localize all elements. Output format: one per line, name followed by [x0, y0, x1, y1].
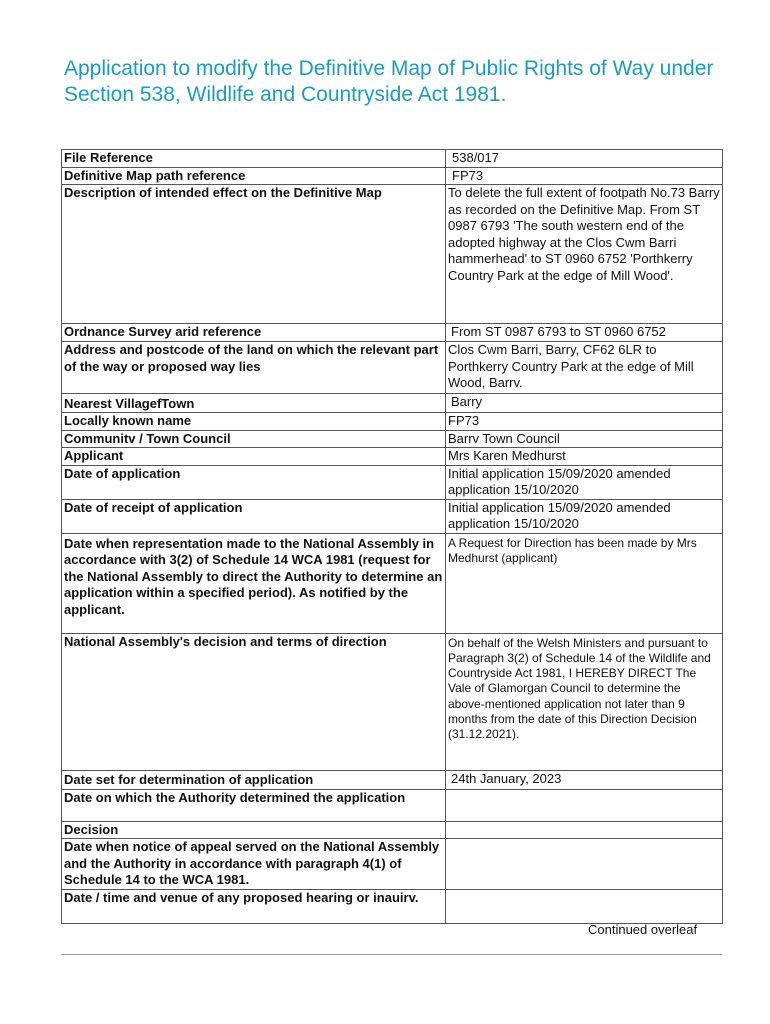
row-label: Address and postcode of the land on which the relevant part of the way or proposed way lies: [62, 342, 446, 394]
row-value: [446, 889, 723, 923]
table-row: [62, 465, 723, 499]
row-value: FP73: [446, 167, 723, 185]
row-label: Date set for determination of application: [62, 770, 446, 789]
table-row: [62, 150, 723, 168]
row-label: Decision: [62, 821, 446, 839]
table-row: [62, 889, 723, 923]
row-value: From ST 0987 6793 to ST 0960 6752: [446, 324, 723, 342]
row-value: On behalf of the Welsh Ministers and pursuant to Paragraph 3(2) of Schedule 14 of the Wildlife and Countryside Act 1981, I HEREBY DIRECT The Vale of Glamorgan Council to determine the above-mentioned application not later than 9 months from the date of this Direction Decision (31.12.2021).: [446, 633, 723, 770]
table-row: [62, 770, 723, 789]
continued-overleaf-note: Continued overleaf: [588, 922, 698, 937]
row-label: Nearest VillagefTown: [62, 394, 446, 413]
row-label: Definitive Map path reference: [62, 167, 446, 185]
row-value: FP73: [446, 413, 723, 431]
row-value: [446, 821, 723, 839]
row-value: 538/017: [446, 150, 723, 168]
table-row: [62, 185, 723, 324]
row-label: Ordnance Survey arid reference: [62, 324, 446, 342]
table-row: [62, 821, 723, 839]
table-row: [62, 499, 723, 533]
row-label: Date when representation made to the National Assembly in accordance with 3(2) of Schedule 14 WCA 1981 (request for the National Assembly to direct the Authority to determine an application within a specified period). As notified by the applicant.: [62, 533, 446, 633]
row-value: Mrs Karen Medhurst: [446, 448, 723, 466]
row-value: Initial application 15/09/2020 amended application 15/10/2020: [446, 499, 723, 533]
row-label: Description of intended effect on the Definitive Map: [62, 185, 446, 324]
application-record-table: [61, 149, 723, 924]
row-label: Date of application: [62, 465, 446, 499]
footer-divider: [61, 954, 722, 955]
row-value: Clos Cwm Barri, Barry, CF62 6LR to Porthkerry Country Park at the edge of Mill Wood, Barrv.: [446, 342, 723, 394]
table-row: [62, 342, 723, 394]
row-label: Date / time and venue of any proposed hearing or inauirv.: [62, 889, 446, 923]
table-row: [62, 633, 723, 770]
row-value: [446, 839, 723, 890]
row-label: Communitv / Town Council: [62, 430, 446, 448]
table-row: [62, 533, 723, 633]
row-label: Applicant: [62, 448, 446, 466]
page-title: Application to modify the Definitive Map of Public Rights of Way under Section 538, Wildlife and Countryside Act 1981.: [64, 57, 714, 106]
table-row: [62, 394, 723, 413]
table-row: [62, 167, 723, 185]
row-label: File Reference: [62, 150, 446, 168]
row-label: Date on which the Authority determined the application: [62, 789, 446, 821]
row-label: National Assembly's decision and terms of direction: [62, 633, 446, 770]
row-value: Barrv Town Council: [446, 430, 723, 448]
row-value: Initial application 15/09/2020 amended application 15/10/2020: [446, 465, 723, 499]
row-label: Locally known name: [62, 413, 446, 431]
row-value: 24th January, 2023: [446, 770, 723, 789]
table-row: [62, 789, 723, 821]
table-row: [62, 413, 723, 431]
table-row: [62, 448, 723, 466]
row-label: Date of receipt of application: [62, 499, 446, 533]
table-row: [62, 324, 723, 342]
table-row: [62, 839, 723, 890]
table-row: [62, 430, 723, 448]
row-value: To delete the full extent of footpath No.73 Barry as recorded on the Definitive Map. From ST 0987 6793 'The south western end of the adopted highway at the Clos Cwm Barri hammerhead' to ST 0960 6752 'Porthkerry Country Park at the edge of Mill Wood'.: [446, 185, 723, 324]
row-label: Date when notice of appeal served on the National Assembly and the Authority in accordance with paragraph 4(1) of Schedule 14 to the WCA 1981.: [62, 839, 446, 890]
row-value: A Request for Direction has been made by Mrs Medhurst (applicant): [446, 533, 723, 633]
row-value: Barry: [446, 394, 723, 413]
row-value: [446, 789, 723, 821]
